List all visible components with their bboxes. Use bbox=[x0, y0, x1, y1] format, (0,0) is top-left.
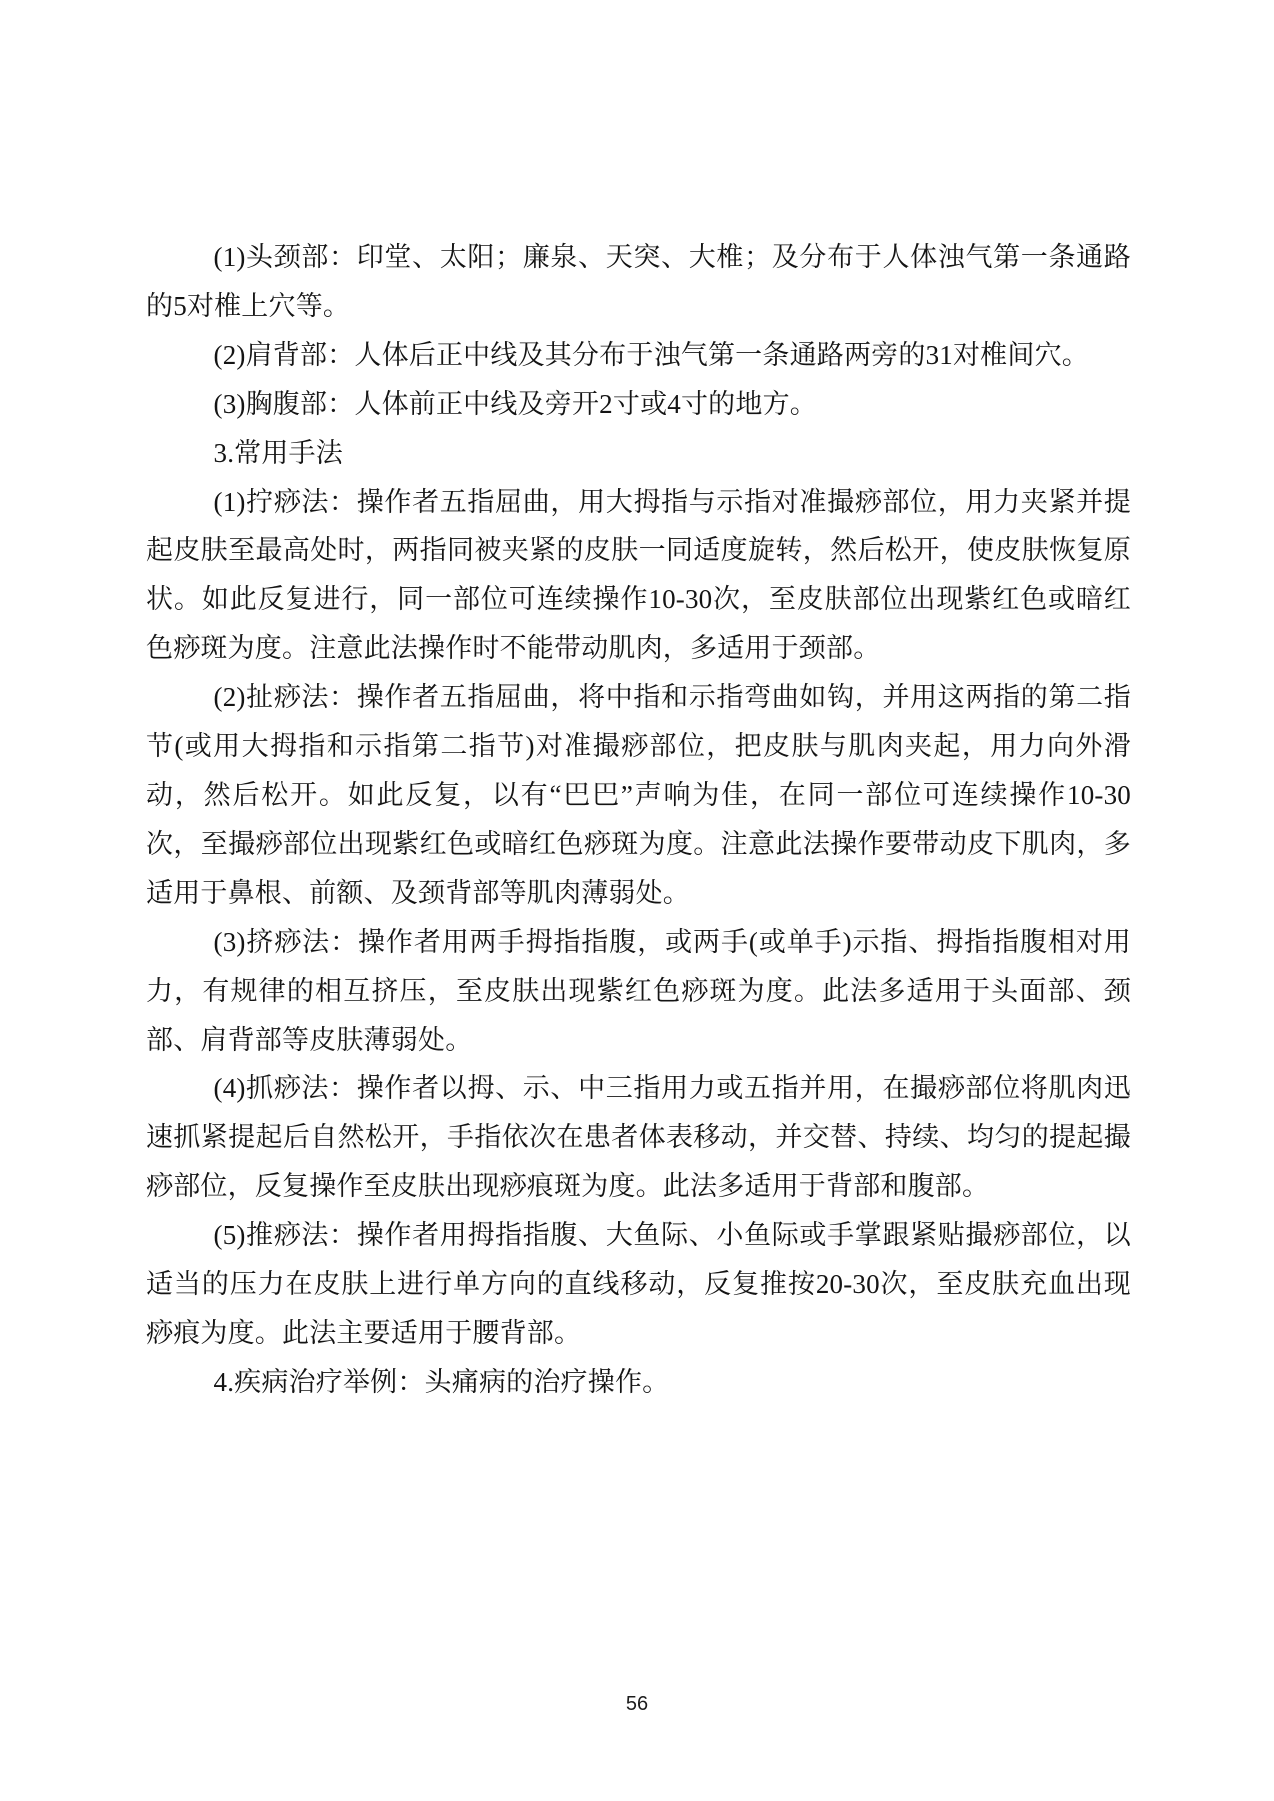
paragraph: (4)抓痧法：操作者以拇、示、中三指用力或五指并用，在撮痧部位将肌肉迅速抓紧提起后自然松开，手指依次在患者体表移动，并交替、持续、均匀的提起撮痧部位，反复操作至皮肤出现痧痕斑为度。此法多适用于背部和腹部。 bbox=[146, 1073, 1131, 1202]
paragraph: (3)挤痧法：操作者用两手拇指指腹，或两手(或单手)示指、拇指指腹相对用力，有规律的相互挤压，至皮肤出现紫红色痧斑为度。此法多适用于头面部、颈部、肩背部等皮肤薄弱处。 bbox=[146, 926, 1131, 1055]
paragraph: (1)头颈部：印堂、太阳；廉泉、天突、大椎；及分布于人体浊气第一条通路的5对椎上穴等。 bbox=[146, 242, 1131, 321]
paragraph: 3.常用手法 bbox=[213, 437, 343, 468]
paragraph: 4.疾病治疗举例：头痛病的治疗操作。 bbox=[213, 1366, 670, 1397]
paragraph: (2)肩背部：人体后正中线及其分布于浊气第一条通路两旁的31对椎间穴。 bbox=[213, 339, 1089, 370]
paragraph: (2)扯痧法：操作者五指屈曲，将中指和示指弯曲如钩，并用这两指的第二指节(或用大拇指和示指第二指节)对准撮痧部位，把皮肤与肌肉夹起，用力向外滑动，然后松开。如此反复，以有“巴巴”声响为佳，在同一部位可连续操作10-30次，至撮痧部位出现紫红色或暗红色痧斑为度。注意此法操作要带动皮下肌肉，多适用于鼻根、前额、及颈背部等肌肉薄弱处。 bbox=[146, 682, 1131, 908]
paragraph: (3)胸腹部：人体前正中线及旁开2寸或4寸的地方。 bbox=[213, 388, 817, 419]
paragraph: (1)拧痧法：操作者五指屈曲，用大拇指与示指对准撮痧部位，用力夹紧并提起皮肤至最高处时，两指同被夹紧的皮肤一同适度旋转，然后松开，使皮肤恢复原状。如此反复进行，同一部位可连续操作10-30次，至皮肤部位出现紫红色或暗红色痧斑为度。注意此法操作时不能带动肌肉，多适用于颈部。 bbox=[146, 486, 1131, 664]
page-number: 56 bbox=[625, 1693, 649, 1715]
document-body bbox=[146, 233, 1131, 1407]
paragraph: (5)推痧法：操作者用拇指指腹、大鱼际、小鱼际或手掌跟紧贴撮痧部位，以适当的压力在皮肤上进行单方向的直线移动，反复推按20-30次，至皮肤充血出现痧痕为度。此法主要适用于腰背部。 bbox=[146, 1220, 1131, 1348]
